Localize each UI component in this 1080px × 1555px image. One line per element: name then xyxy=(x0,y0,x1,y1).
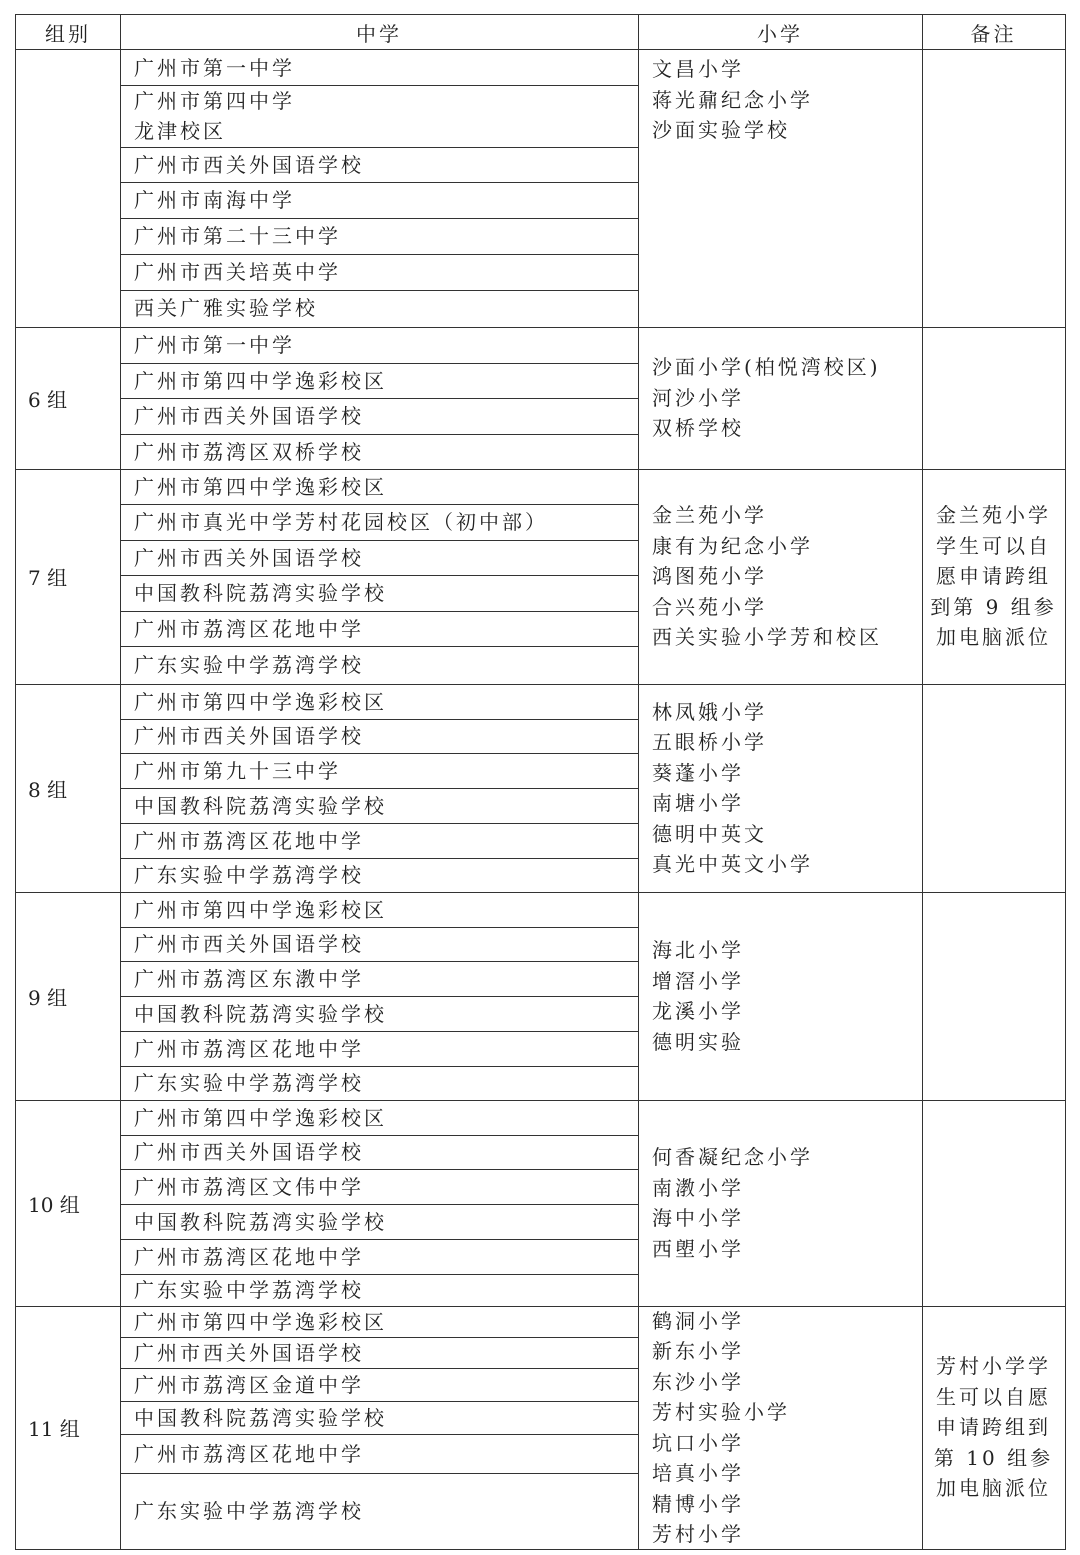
middle-school-cell xyxy=(120,504,638,540)
middle-school-cell xyxy=(120,1401,638,1434)
middle-school-cell xyxy=(120,788,638,823)
middle-school-name: 广州市第九十三中学 xyxy=(134,758,341,783)
middle-school-name: 广州市荔湾区花地中学 xyxy=(134,1441,364,1466)
middle-school-cell xyxy=(120,1473,638,1549)
middle-school-cell xyxy=(120,1337,638,1368)
middle-school-name: 广州市荔湾区东漖中学 xyxy=(134,966,364,991)
middle-school-cell xyxy=(120,753,638,788)
note-line: 芳村小学学 xyxy=(936,1354,1051,1379)
middle-school-cell xyxy=(120,327,638,363)
group-label: 9 组 xyxy=(28,985,68,1010)
middle-school-cell xyxy=(120,254,638,290)
primary-school-list xyxy=(638,469,922,684)
middle-school-name: 广州市真光中学芳村花园校区（初中部） xyxy=(134,510,548,534)
header-middle-school: 中学 xyxy=(120,15,638,50)
primary-school-list xyxy=(638,1100,922,1306)
middle-school-cell xyxy=(120,1368,638,1401)
middle-school-name: 广州市第四中学逸彩校区 xyxy=(134,368,387,393)
middle-school-cell xyxy=(120,823,638,858)
group-label: 8 组 xyxy=(28,777,68,802)
primary-school-name: 东沙小学 xyxy=(652,1369,744,1394)
middle-school-cell xyxy=(120,1135,638,1169)
note-line: 加电脑派位 xyxy=(936,625,1051,650)
middle-school-cell xyxy=(120,50,638,85)
middle-school-name: 广州市南海中学 xyxy=(134,188,295,212)
primary-school-name: 金兰苑小学 xyxy=(652,503,767,528)
header-primary-school: 小学 xyxy=(638,15,922,50)
middle-school-cell xyxy=(120,1066,638,1100)
middle-school-name: 广州市西关外国语学校 xyxy=(134,152,364,177)
middle-school-name: 中国教科院荔湾实验学校 xyxy=(134,1209,387,1234)
note-cell xyxy=(922,892,1065,1100)
primary-school-name: 合兴苑小学 xyxy=(652,594,767,619)
middle-school-name: 广州市第一中学 xyxy=(134,55,295,80)
middle-school-name: 广州市第四中学逸彩校区 xyxy=(134,689,387,714)
primary-school-name: 德明实验 xyxy=(652,1029,744,1054)
middle-school-cell xyxy=(120,646,638,684)
middle-school-name: 广州市荔湾区花地中学 xyxy=(134,828,364,853)
middle-school-name: 广州市荔湾区文伟中学 xyxy=(134,1174,364,1199)
primary-school-name: 新东小学 xyxy=(652,1339,744,1363)
middle-school-name: 广州市第四中学逸彩校区 xyxy=(134,474,387,499)
school-group-table xyxy=(15,14,1066,1550)
note-cell xyxy=(922,327,1065,469)
middle-school-cell xyxy=(120,575,638,611)
primary-school-name: 芳村实验小学 xyxy=(652,1400,790,1424)
middle-school-cell xyxy=(120,1031,638,1066)
middle-school-cell xyxy=(120,398,638,434)
middle-school-name: 广州市西关外国语学校 xyxy=(134,932,364,956)
middle-school-name: 广州市第四中学逸彩校区 xyxy=(134,1309,387,1334)
middle-school-name: 广州市西关外国语学校 xyxy=(134,724,364,748)
middle-school-name: 广东实验中学荔湾学校 xyxy=(134,863,364,887)
middle-school-cell xyxy=(120,1204,638,1239)
primary-school-name: 德明中英文 xyxy=(652,821,767,846)
middle-school-name: 中国教科院荔湾实验学校 xyxy=(134,581,387,605)
middle-school-name: 广州市第四中学逸彩校区 xyxy=(134,897,387,922)
note-line: 到第 9 组参 xyxy=(930,594,1057,619)
middle-school-name: 广州市西关培英中学 xyxy=(134,260,341,284)
middle-school-cell xyxy=(120,182,638,218)
header-group: 组别 xyxy=(16,15,120,50)
middle-school-cell xyxy=(120,1306,638,1337)
primary-school-name: 五眼桥小学 xyxy=(652,730,767,754)
middle-school-name: 中国教科院荔湾实验学校 xyxy=(134,1405,387,1430)
primary-school-name: 增滘小学 xyxy=(652,968,744,993)
middle-school-name: 广州市荔湾区双桥学校 xyxy=(134,439,364,464)
middle-school-cell xyxy=(120,996,638,1031)
middle-school-cell xyxy=(120,858,638,892)
primary-school-list xyxy=(638,327,922,469)
primary-school-name: 鸿图苑小学 xyxy=(652,564,767,589)
middle-school-name: 西关广雅实验学校 xyxy=(134,295,318,320)
middle-school-cell xyxy=(120,927,638,961)
middle-school-cell xyxy=(120,290,638,325)
middle-school-name: 广州市荔湾区金道中学 xyxy=(134,1372,364,1397)
middle-school-name: 广州市西关外国语学校 xyxy=(134,545,364,570)
header-note: 备注 xyxy=(922,15,1065,50)
middle-school-cell xyxy=(120,469,638,504)
primary-school-name: 河沙小学 xyxy=(652,385,744,410)
note-line: 第 10 组参 xyxy=(933,1445,1054,1470)
primary-school-name: 南塘小学 xyxy=(652,791,744,815)
middle-school-name: 广州市荔湾区花地中学 xyxy=(134,616,364,641)
middle-school-cell xyxy=(120,540,638,575)
note-cell xyxy=(922,1100,1065,1306)
middle-school-cell xyxy=(120,434,638,469)
middle-school-cell xyxy=(120,1169,638,1204)
note-line: 学生可以自 xyxy=(936,533,1051,558)
primary-school-name: 沙面小学(柏悦湾校区) xyxy=(652,355,881,380)
primary-school-name: 何香凝纪念小学 xyxy=(652,1145,813,1169)
primary-school-name: 培真小学 xyxy=(652,1461,744,1485)
group-label: 10 组 xyxy=(28,1192,80,1217)
primary-school-name: 龙溪小学 xyxy=(652,999,744,1023)
middle-school-name: 广东实验中学荔湾学校 xyxy=(134,1499,364,1523)
middle-school-name: 广州市西关外国语学校 xyxy=(134,404,364,428)
middle-school-cell xyxy=(120,218,638,254)
middle-school-name: 中国教科院荔湾实验学校 xyxy=(134,1001,387,1026)
middle-school-cell xyxy=(120,363,638,398)
note-line: 愿申请跨组 xyxy=(936,564,1051,589)
middle-school-name: 中国教科院荔湾实验学校 xyxy=(134,793,387,818)
note-cell xyxy=(922,469,1065,684)
primary-school-name: 沙面实验学校 xyxy=(652,118,790,142)
primary-school-name: 双桥学校 xyxy=(652,416,744,441)
middle-school-name: 广州市荔湾区花地中学 xyxy=(134,1036,364,1061)
primary-school-name: 海北小学 xyxy=(652,938,744,962)
middle-school-name: 广东实验中学荔湾学校 xyxy=(134,653,364,677)
primary-school-name: 精博小学 xyxy=(652,1491,744,1516)
note-cell xyxy=(922,1306,1065,1549)
middle-school-name: 广州市第一中学 xyxy=(134,333,295,357)
middle-school-cell xyxy=(120,961,638,996)
note-line: 加电脑派位 xyxy=(936,1476,1051,1501)
primary-school-list xyxy=(638,684,922,892)
middle-school-name: 广东实验中学荔湾学校 xyxy=(134,1071,364,1095)
primary-school-name: 海中小学 xyxy=(652,1206,744,1230)
middle-school-cell xyxy=(120,1434,638,1473)
middle-school-name: 广州市第二十三中学 xyxy=(134,224,341,248)
middle-school-name: 广州市西关外国语学校 xyxy=(134,1340,364,1365)
primary-school-list xyxy=(638,50,922,327)
middle-school-name: 广州市西关外国语学校 xyxy=(134,1140,364,1164)
middle-school-cell xyxy=(120,892,638,927)
primary-school-name: 葵蓬小学 xyxy=(652,760,744,785)
middle-school-name: 广州市第四中学逸彩校区 xyxy=(134,1105,387,1130)
primary-school-name: 鹤洞小学 xyxy=(652,1308,744,1333)
primary-school-name: 南漖小学 xyxy=(652,1175,744,1200)
primary-school-name: 文昌小学 xyxy=(652,57,744,81)
middle-school-name: 广州市第四中学 xyxy=(134,89,295,113)
middle-school-name: 龙津校区 xyxy=(134,119,226,143)
middle-school-cell xyxy=(120,611,638,646)
primary-school-name: 康有为纪念小学 xyxy=(652,533,813,558)
primary-school-name: 林凤娥小学 xyxy=(652,699,767,724)
primary-school-name: 西关实验小学芳和校区 xyxy=(652,625,882,650)
note-cell xyxy=(922,50,1065,327)
group-label: 6 组 xyxy=(28,387,68,412)
middle-school-name: 广州市荔湾区花地中学 xyxy=(134,1244,364,1269)
note-cell xyxy=(922,684,1065,892)
note-line: 申请跨组到 xyxy=(936,1415,1051,1440)
group-label: 7 组 xyxy=(28,566,68,590)
primary-school-name: 坑口小学 xyxy=(652,1430,744,1455)
primary-school-list xyxy=(638,1306,922,1549)
middle-school-cell xyxy=(120,684,638,719)
primary-school-name: 西塱小学 xyxy=(652,1236,744,1261)
middle-school-cell xyxy=(120,1274,638,1306)
middle-school-cell xyxy=(120,1239,638,1274)
note-line: 金兰苑小学 xyxy=(936,503,1051,528)
primary-school-name: 芳村小学 xyxy=(652,1522,744,1546)
primary-school-name: 蒋光鼐纪念小学 xyxy=(652,87,813,112)
middle-school-name: 广东实验中学荔湾学校 xyxy=(134,1278,364,1302)
group-label xyxy=(16,50,120,327)
primary-school-name: 真光中英文小学 xyxy=(652,852,813,876)
primary-school-list xyxy=(638,892,922,1100)
middle-school-cell xyxy=(120,85,638,147)
middle-school-cell xyxy=(120,719,638,753)
middle-school-cell xyxy=(120,147,638,182)
group-label: 11 组 xyxy=(28,1417,80,1441)
note-line: 生可以自愿 xyxy=(936,1384,1051,1409)
middle-school-cell xyxy=(120,1100,638,1135)
